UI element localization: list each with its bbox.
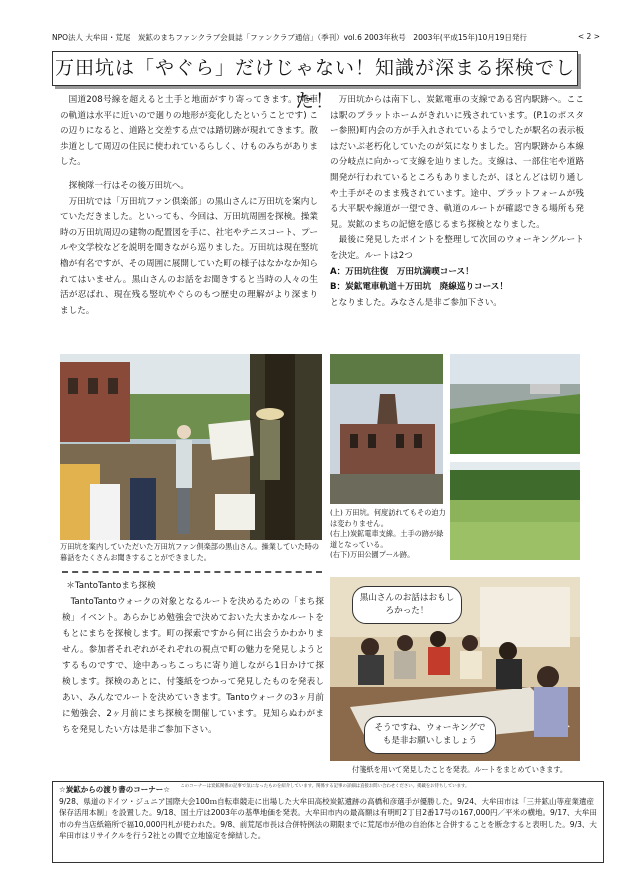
right-paragraph-1: 万田坑からは南下し、炭鉱電車の支線である宮内駅跡へ。ここは駅のプラットホームがきれいに残されています。(P.1のポスター参照)町内会の方が手入れされているようでしたが駅名の表示板はだいぶ老朽化していたのが気になりました。宮内駅跡から本線の分岐点に向かって支線を辿りました。支線は、一部住宅や道路開発が行われているところもありましたが、ほとんどは切り通しや土手がそのまま残されています。途中、プラットフォームが残る大平駅や線道が一望でき、軌道のルートが確認できる場所も発見。炭鉱のまちの記憶を感じるまち探検となりました。 xyxy=(330,95,584,230)
route-b: B：炭鉱電車軌道＋万田坑 廃線巡りコース！ xyxy=(330,282,508,293)
right-column xyxy=(330,93,584,311)
side-caption-1: (上) 万田坑。何度訪れてもその迫力は変わりません。 xyxy=(330,508,446,528)
title-box xyxy=(52,51,578,112)
embankment-photo xyxy=(450,354,580,454)
side-caption-3: (右下)万田公園プール跡。 xyxy=(330,550,415,559)
side-photo-captions xyxy=(330,508,448,561)
right-paragraph-3: となりました。みなさん是非ご参加下さい。 xyxy=(330,297,502,308)
page-header xyxy=(52,32,600,46)
page-number: < 2 > xyxy=(577,32,600,41)
news-corner-box xyxy=(52,781,604,863)
headframe-photo xyxy=(330,354,443,504)
news-corner-note: このコーナーは炭鉱関係の記事で気になったものを紹介しています。関係する記事の詳細は直接お問い合わせください。掲載をお待ちしています。 xyxy=(180,784,470,789)
left-paragraph-3: 万田坑では「万田坑ファン倶楽部」の黒山さんに万田坑を案内していただきました。といっても、今回は、万田坑周囲を探検。操業時の万田坑周辺の建物の配置図を手に、社宅やテニスコート、プールや文学校などを説明を聞きながら巡りました。万田坑は現在竪坑櫓が有名ですが、その周囲に展開していた町の様子はなかなか知られてはいません。黒山さんのお話をお聞きすると当時の人々の生活が忍ばれ、現在残る竪坑やぐらのもつ歴史の理解がより深まりました。 xyxy=(60,196,318,316)
tanto-body: TantoTantoウォークの対象となるルートを決めるための「まち探検」イベント。あらかじめ勉強会で決めておいた大まかなルートをもとにまちを探検します。町の探索ですから何に出会うかわかりません。参加者それぞれがそれぞれの視点で町の魅力を発見しようとするものですで、途中あっちこっちに寄り道しながら1日かけて探検します。探検のあとに、付箋紙をつかって発見したものを発表しあい、みんなでルートを決めていきます。Tantoウォークの3ヶ月前に勉強会、2ヶ月前にまち探検を開催しています。見知らぬわがまちを発見したい方は是非ご参加下さい。 xyxy=(62,597,324,735)
header-line: NPO法人 大牟田・荒尾 炭鉱のまちファンクラブ会員誌「ファンクラブ通信」（季刊）vol.6 2003年秋号 2003年(平成15年)10月19日発行 xyxy=(52,33,527,42)
main-photo xyxy=(60,354,322,540)
news-corner-heading: ☆炭鉱からの渡り書のコーナー☆ xyxy=(59,785,170,794)
route-a: A：万田坑往復 万田坑満喫コース！ xyxy=(330,266,474,277)
left-column xyxy=(60,93,318,319)
news-corner-body: 9/28、県道のドイツ・ジュニア国際大会100ｍ自転車競走に出場した大牟田高校炭鉱遺跡の高橋和彦選手が優勝した。9/24、大牟田市は「三井鉱山等産業遺産保存活用本制」を設置した。9/18、国土庁は2003年の基準地価を発表。大牟田市内の最高額は有明町2丁目2番17号の167,000円／平米の横地。9/17、大牟田市の弁当店紙箱所で福10,000円札が使われた。9/8、前荒尾市長は合併特例法の期限までに荒尾市が他の自治体と合併することを断念すると表明した。9/3、大牟田市はリサイクルを行う2社との間で立地協定を締結した。 xyxy=(59,796,597,840)
right-paragraph-2: 最後に発見したポイントを整理して次回のウォーキングルートを決定。ルートは2つ xyxy=(330,235,584,261)
speech-bubble-bottom: そうですね、ウォーキングでも是非お願いしましょう xyxy=(364,716,496,754)
news-corner-text xyxy=(53,796,603,842)
speech-bubble-top: 黒山さんのお話はおもしろかった！ xyxy=(352,586,462,624)
page-title: 万田坑は「やぐら」だけじゃない！知識が深まる探検でした！ xyxy=(54,57,575,112)
side-caption-2: (右上)炭鉱電車支線。土手の跡が緑道となっている。 xyxy=(330,529,444,549)
tanto-section xyxy=(62,578,324,738)
left-paragraph-2: 探検隊一行はその後万田坑へ。 xyxy=(68,180,189,191)
pool-site-photo xyxy=(450,462,580,560)
section-divider xyxy=(62,571,322,573)
main-photo-caption: 万田坑を案内していただいた万田坑ファン倶楽部の黒山さん。操業していた時の暮話をたくさんお聞きすることができました。 xyxy=(60,542,320,562)
tanto-heading: ＊TantoTantoまち探検 xyxy=(66,581,156,591)
left-paragraph-1: 国道208号線を超えると土手と地面がすり寄ってきます。(電車の軌道は水平に近いので廻りの地形が変化したということです) この辺りになると、道路と交差する点では踏切跡が現れてきます。散歩道として周辺の住民に使われているらしく、けものみちがありました。 xyxy=(60,95,318,168)
meeting-photo-caption: 付箋紙を用いて発見したことを発表。ルートをまとめていきます。 xyxy=(352,765,568,774)
